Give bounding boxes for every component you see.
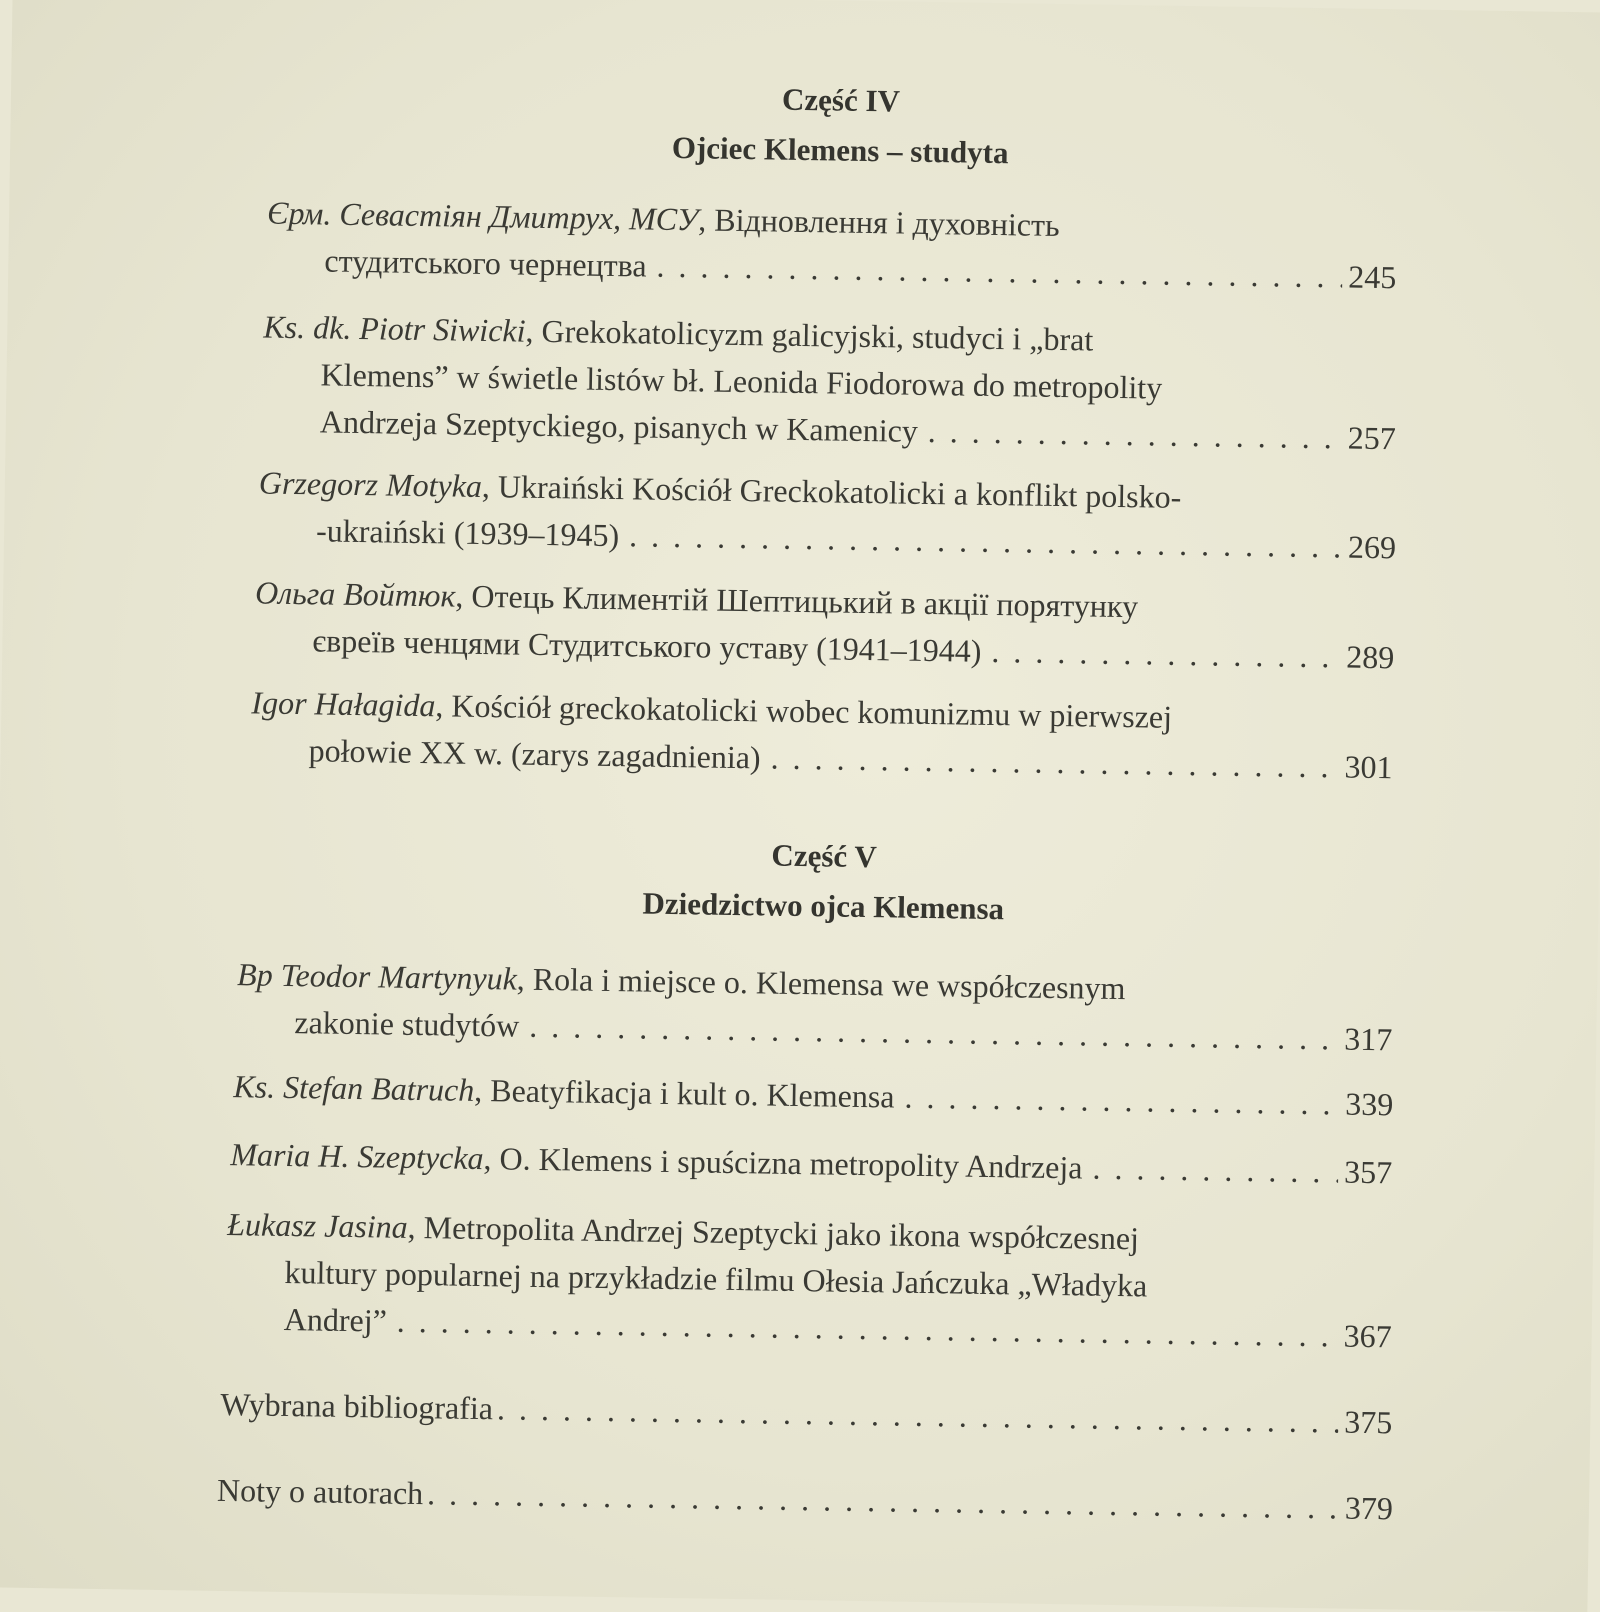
entry-title: , Kościół greckokatolicki wobec komunizmu w pierwszej xyxy=(435,687,1173,735)
entry-title: kultury popularnej na przykładzie filmu Ołesia Jańczuka „Władyka xyxy=(284,1253,1148,1304)
entry-title: połowie XX w. (zarys zagadnienia) xyxy=(308,732,761,776)
entry-author: Maria H. Szeptycka xyxy=(230,1136,484,1177)
part5-title: Dziedzictwo ojca Klemensa xyxy=(642,885,1005,927)
page-number: 379 xyxy=(1344,1489,1394,1527)
entry-title: , Metropolita Andrzej Szeptycki jako ikona współczesnej xyxy=(407,1208,1140,1257)
entry-title: Noty o autorach xyxy=(216,1471,424,1512)
entry-title: Andrej” xyxy=(283,1300,388,1339)
entry-author: Ks. dk. Piotr Siwicki xyxy=(263,308,526,349)
entry-author: Ольга Войтюк xyxy=(254,574,456,614)
page-number: 357 xyxy=(1343,1153,1393,1191)
part4-label: Część IV xyxy=(781,81,901,119)
leader-dots xyxy=(1092,1145,1338,1196)
entry-title: , Ukraiński Kościół Greckokatolicki a konflikt polsko- xyxy=(481,467,1182,515)
entry-title: студитського чернецтва xyxy=(324,242,647,284)
page-number: 375 xyxy=(1344,1403,1393,1441)
toc-entry[interactable] xyxy=(225,1201,1393,1360)
page-number: 301 xyxy=(1344,748,1393,786)
leader-dots xyxy=(770,735,1339,791)
leader-dots xyxy=(656,243,1342,301)
toc-entry[interactable] xyxy=(254,569,1395,681)
part4-title: Ojciec Klemens – studyta xyxy=(671,129,1009,171)
leader-dots xyxy=(991,628,1341,680)
entry-title: zakonie studytów xyxy=(294,1004,520,1044)
entry-author: Grzegorz Motyka xyxy=(258,464,483,504)
part5-label: Część V xyxy=(771,837,878,875)
entry-title: , Rola i miejsce o. Klemensa we współczesnym xyxy=(516,960,1126,1007)
entry-title: Wybrana bibliografia xyxy=(220,1385,494,1427)
toc-entry[interactable] xyxy=(233,1063,1394,1128)
toc-entry[interactable] xyxy=(250,679,1393,791)
page-number: 339 xyxy=(1345,1085,1394,1123)
page-number: 367 xyxy=(1343,1317,1392,1355)
leader-dots xyxy=(427,1470,1339,1531)
entry-author: Igor Hałagida xyxy=(251,684,436,724)
entry-title: євреїв ченцями Студитського уставу (1941–1944) xyxy=(312,622,982,669)
entry-title: , Отець Климентій Шептицький в акції порятунку xyxy=(455,577,1139,625)
toc-entry[interactable] xyxy=(262,304,1398,463)
page-number: 245 xyxy=(1348,258,1397,296)
leader-dots xyxy=(497,1385,1339,1445)
page-number: 257 xyxy=(1347,419,1397,457)
entry-title: , Відновлення і духовність xyxy=(698,201,1060,244)
entry-author: Ks. Stefan Batruch xyxy=(233,1068,475,1108)
toc-entry[interactable] xyxy=(236,951,1393,1063)
entry-author: Єрм. Севастіян Дмитрух, МСУ xyxy=(266,194,699,238)
entry-title: Andrzeja Szeptyckiego, pisanych w Kamenicy xyxy=(319,403,919,449)
entry-title: , O. Klemens i spuścizna metropolity Andrzeja xyxy=(483,1140,1083,1186)
toc-entry-authors-notes[interactable] xyxy=(217,1467,1394,1532)
leader-dots xyxy=(927,408,1342,461)
leader-dots xyxy=(629,512,1343,570)
page-number: 269 xyxy=(1347,528,1397,566)
page-number: 317 xyxy=(1344,1020,1393,1058)
toc-entry-bibliography[interactable] xyxy=(220,1381,1393,1446)
toc-entry[interactable] xyxy=(230,1131,1393,1196)
toc-entry[interactable] xyxy=(266,190,1397,302)
entry-author: Bp Teodor Martynyuk xyxy=(236,956,518,997)
entry-title: -ukraiński (1939–1945) xyxy=(315,512,620,554)
toc-entry[interactable] xyxy=(258,459,1397,571)
entry-author: Łukasz Jasina xyxy=(226,1206,408,1245)
entry-title: Klemens” w świetle listów bł. Leonida Fiodorowa do metropolity xyxy=(320,356,1163,406)
entry-title: , Beatyfikacja i kult o. Klemensa xyxy=(473,1071,895,1115)
entry-title: , Grekokatolicyzm galicyjski, studyci i „brat xyxy=(525,312,1094,358)
leader-dots xyxy=(904,1074,1339,1128)
page-number: 289 xyxy=(1346,638,1395,676)
